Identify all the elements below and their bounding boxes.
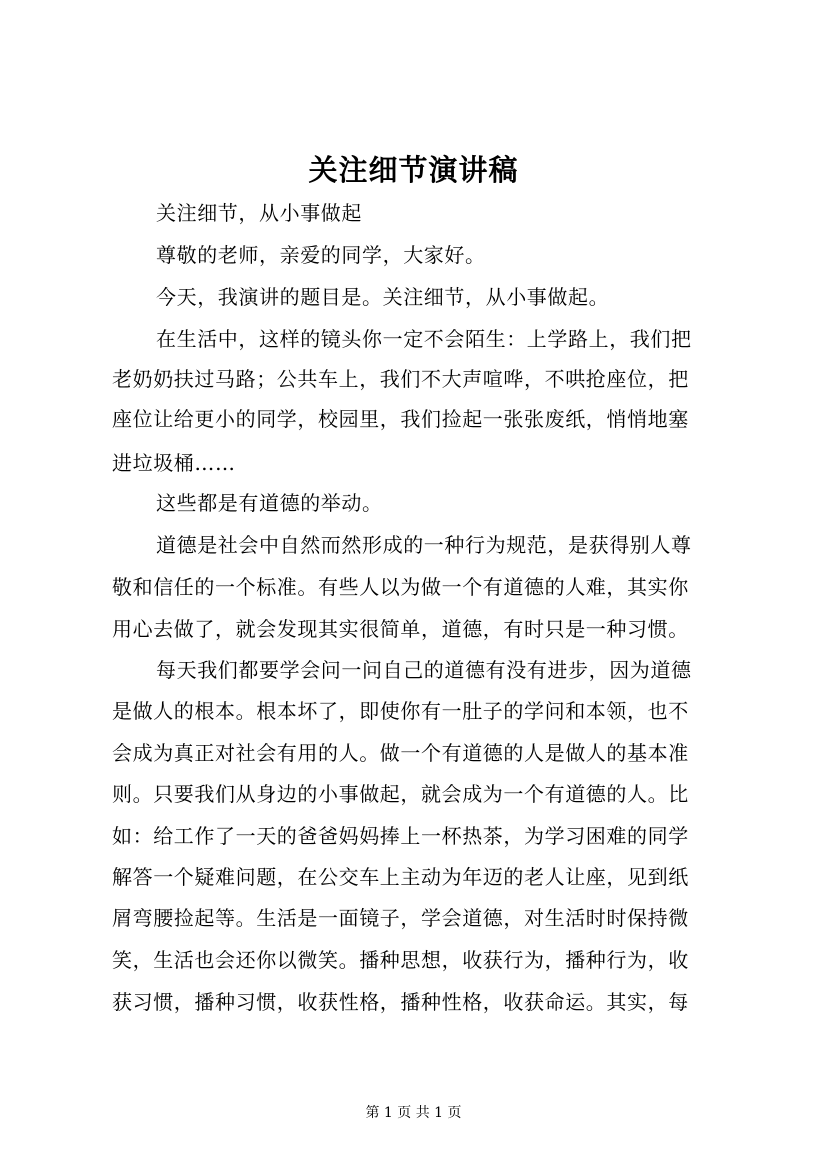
text-line: 则。只要我们从身边的小事做起，就会成为一个有道德的人。比 [112,782,689,806]
text-line: 座位让给更小的同学，校园里，我们捡起一张张废纸，悄悄地塞 [112,407,689,431]
text-line: 尊敬的老师，亲爱的同学，大家好。 [156,243,486,267]
text-line: 关注细节，从小事做起 [156,201,362,225]
text-line: 笑，生活也会还你以微笑。播种思想，收获行为，播种行为，收 [112,948,689,972]
text-line: 老奶奶扶过马路；公共车上，我们不大声喧哗，不哄抢座位，把 [112,367,689,391]
text-line: 用心去做了，就会发现其实很简单，道德，有时只是一种习惯。 [112,617,689,641]
text-line: 屑弯腰捡起等。生活是一面镜子，学会道德，对生活时时保持微 [112,906,689,930]
text-line: 在生活中，这样的镜头你一定不会陌生：上学路上，我们把 [156,327,692,351]
text-line: 这些都是有道德的举动。 [156,491,383,515]
text-line: 敬和信任的一个标准。有些人以为做一个有道德的人难，其实你 [112,575,689,599]
text-line: 是做人的根本。根本坏了，即使你有一肚子的学问和本领，也不 [112,699,689,723]
text-line: 获习惯，播种习惯，收获性格，播种性格，收获命运。其实，每 [112,990,689,1014]
text-line: 道德是社会中自然而然形成的一种行为规范，是获得别人尊 [156,533,692,557]
text-line: 每天我们都要学会问一问自己的道德有没有进步，因为道德 [156,658,692,682]
text-line: 如：给工作了一天的爸爸妈妈捧上一杯热茶，为学习困难的同学 [112,824,689,848]
text-line: 会成为真正对社会有用的人。做一个有道德的人是做人的基本准 [112,741,689,765]
text-line: 进垃圾桶…… [112,451,236,475]
text-line: 解答一个疑难问题，在公交车上主动为年迈的老人让座，见到纸 [112,865,689,889]
page-footer: 第 1 页 共 1 页 [365,1105,462,1121]
page-title: 关注细节演讲稿 [308,153,519,187]
text-line: 今天，我演讲的题目是。关注细节，从小事做起。 [156,285,610,309]
